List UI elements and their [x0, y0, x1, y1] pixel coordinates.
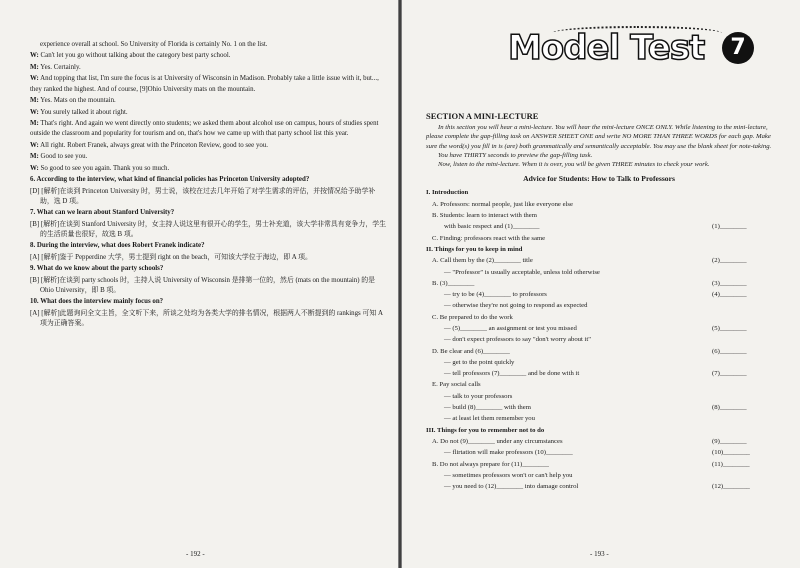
answer-blank[interactable]: (10)________: [712, 449, 750, 457]
dialogue-line: [30, 63, 386, 73]
instructions-preview: You have THIRTY seconds to preview the gap-filling task.: [438, 151, 593, 159]
outline-row: [426, 279, 772, 290]
answer-explanation: [A] [解析]此题询问全文主旨，全文听下来，所谈之处均为各类大学的排名情况，根据两人不断提到的 rankings 可知 A 项为正确答案。: [30, 309, 383, 327]
question: 10. What does the interview mainly focus on?: [30, 298, 164, 306]
outline-item: — sometimes professors won't or can't help you: [444, 471, 573, 479]
outline-row: [426, 347, 772, 358]
outline-item: D. Be clear and (6)________: [432, 347, 510, 355]
left-page-text: [30, 40, 386, 330]
dialogue-text: You surely talked it about right.: [40, 108, 128, 116]
section-title: SECTION A MINI-LECTURE: [426, 111, 539, 121]
outline-item: — build (8)________ with them: [444, 404, 531, 412]
logo-number: 7: [722, 32, 754, 64]
answer-blank[interactable]: (8)________: [712, 404, 747, 412]
answer-explanation: [B] [解析]在谈到 party schools 时，主持人说 University of Wisconsin 是排第一位的，然后 (mats on the mountain) 的是 Ohio University，即 B 项。: [30, 276, 376, 294]
outline-row: [426, 200, 772, 211]
dialogue-text: Can't let you go without talking about the category best party school.: [40, 52, 231, 60]
dialogue-text: Yes. Mats on the mountain.: [40, 97, 116, 105]
outline-item: B. (3)________: [432, 279, 475, 287]
answer-blank[interactable]: (9)________: [712, 437, 747, 445]
right-page: [402, 0, 800, 568]
dialogue-line: [30, 119, 386, 139]
answer-explanation: [B] [解析]在谈到 Stanford University 时，女主持人说这里有很开心的学生，男士补充道，该大学非常具有竞争力，学生的生活质量也很好，故选 B 项。: [30, 220, 386, 238]
answer-blank[interactable]: (1)________: [712, 223, 747, 231]
outline-item: E. Pay social calls: [432, 381, 481, 389]
outline-row: [426, 471, 772, 482]
dialogue-line: [30, 141, 386, 151]
outline-row: [426, 403, 772, 414]
question: 9. What do we know about the party schools?: [30, 265, 164, 273]
left-page-number: - 192 -: [186, 550, 205, 558]
outline-row: [426, 222, 772, 233]
outline-item: — try to be (4)________ to professors: [444, 291, 547, 299]
outline-item: — flirtation will make professors (10)________: [444, 449, 573, 457]
outline-item: — "Professor" is usually acceptable, unless told otherwise: [444, 268, 600, 276]
dialogue-text: Yes. Certainly.: [40, 63, 81, 71]
speaker-label: W:: [30, 164, 39, 172]
speaker-label: W:: [30, 52, 39, 60]
answer-explanation: [D] [解析]在谈到 Princeton University 时，男士说，该校在过去几年开始了对学生需求的评估，并按情况给予助学补助，选 D 项。: [30, 187, 376, 205]
outline-row: [426, 392, 772, 403]
dialogue-text: Good to see you.: [40, 153, 88, 161]
outline-title: Advice for Students: How to Talk to Professors: [523, 174, 675, 184]
dialogue-text: And topping that list, I'm sure the focus is at University of Wisconsin in Madison. Probably take a little issue with it, but..., they ranked the highest. And of course, [9]Ohio University mats on the mountain.: [30, 75, 379, 93]
speaker-label: M:: [30, 153, 39, 161]
model-test-logo: [504, 26, 762, 74]
speaker-label: M:: [30, 120, 39, 127]
outline-item: C. Be prepared to do the work: [432, 313, 513, 321]
question: 7. What can we learn about Stanford University?: [30, 209, 175, 217]
outline-row: [426, 460, 772, 471]
outline-row: [426, 414, 772, 425]
outline-row: [426, 245, 772, 256]
outline-row: [426, 211, 772, 222]
answer-blank[interactable]: (12)________: [712, 483, 750, 491]
dialogue-line: [30, 152, 386, 162]
outline-item: — otherwise they're not going to respond as expected: [444, 302, 588, 310]
outline-item: B. Students: learn to interact with them: [432, 212, 537, 220]
answer-blank[interactable]: (5)________: [712, 324, 747, 332]
outline-row: [426, 448, 772, 459]
outline-item: II. Things for you to keep in mind: [426, 245, 523, 253]
question: 8. During the interview, what does Robert Franek indicate?: [30, 242, 205, 250]
dialogue-line: [30, 51, 386, 61]
logo-text: Model Test: [508, 28, 705, 68]
speaker-label: M:: [30, 97, 39, 105]
outline-item: III. Things for you to remember not to do: [426, 426, 545, 434]
speaker-label: M:: [30, 63, 39, 71]
answer-explanation: [A] [解析]鉴于 Pepperdine 大学，男士提到 right on the beach，可知该大学位于海边，即 A 项。: [30, 253, 312, 261]
answer-blank[interactable]: (6)________: [712, 347, 747, 355]
outline-item: — tell professors (7)________ and be done with it: [444, 370, 580, 378]
outline-item: — you need to (12)________ into damage control: [444, 483, 579, 491]
outline-item: — at least let them remember you: [444, 415, 535, 423]
outline-row: [426, 324, 772, 335]
instructions-main: In this section you will hear a mini-lecture. You will hear the mini-lecture ONCE ONLY. While listening to the mini-lecture, please complete the gap-filling task on ANSWER SHEET ONE and write NO MORE THAN THREE WORDS for each gap. Make sure the word(s) you fill in is (are) both grammatically and semantically acceptable. You may use the blank sheet for note-taking.: [426, 124, 772, 150]
outline-row: [426, 380, 772, 391]
outline-item: I. Introduction: [426, 189, 469, 197]
dialogue-line: [30, 40, 386, 50]
answer-blank[interactable]: (7)________: [712, 370, 747, 378]
outline-item: with basic respect and (1)________: [444, 223, 540, 231]
outline-item: — (5)________ an assignment or test you missed: [444, 324, 577, 332]
speaker-label: W:: [30, 108, 39, 116]
outline-item: A. Do not (9)________ under any circumstances: [432, 437, 563, 445]
outline-row: [426, 290, 772, 301]
left-page: [0, 0, 398, 568]
outline-row: [426, 482, 772, 493]
dialogue-text: All right. Robert Franek, always great with the Princeton Review, good to see you.: [40, 141, 269, 149]
right-page-text: [426, 112, 772, 493]
outline-item: A. Call them by the (2)________ title: [432, 257, 533, 265]
dialogue-line: [30, 164, 386, 174]
outline-item: B. Do not always prepare for (11)________: [432, 460, 549, 468]
gap-filling-outline: [426, 188, 772, 493]
outline-row: [426, 426, 772, 437]
outline-row: [426, 335, 772, 346]
speaker-label: W:: [30, 141, 39, 149]
dialogue-text: experience overall at school. So University of Florida is certainly No. 1 on the list.: [40, 41, 268, 48]
outline-item: — don't expect professors to say "don't worry about it": [444, 336, 591, 344]
outline-item: — talk to your professors: [444, 392, 513, 400]
right-page-number: - 193 -: [590, 550, 609, 558]
dialogue-line: [30, 108, 386, 118]
outline-row: [426, 256, 772, 267]
outline-row: [426, 369, 772, 380]
dialogue-text: That's right. And again we went directly onto students; we asked them about alcohol use on campus, hours of studies spent outside the classroom and popularity for tourism and on, that's how we came up with that party school list this year.: [30, 120, 379, 138]
outline-row: [426, 234, 772, 245]
answer-blank[interactable]: (11)________: [712, 460, 750, 468]
outline-row: [426, 188, 772, 199]
outline-item: C. Finding: professors react with the same: [432, 234, 546, 242]
dialogue-line: [30, 96, 386, 106]
answer-blank[interactable]: (3)________: [712, 279, 747, 287]
answer-blank[interactable]: (2)________: [712, 257, 747, 265]
outline-row: [426, 313, 772, 324]
dialogue-text: So good to see you again. Thank you so much.: [40, 164, 170, 172]
outline-row: [426, 437, 772, 448]
question: 6. According to the interview, what kind of financial policies has Princeton University adopted?: [30, 176, 310, 184]
outline-row: [426, 358, 772, 369]
instructions-check: Now, listen to the mini-lecture. When it is over, you will be given THREE minutes to check your work.: [438, 161, 710, 169]
dialogue-line: [30, 74, 386, 94]
outline-row: [426, 301, 772, 312]
answer-blank[interactable]: (4)________: [712, 291, 747, 299]
speaker-label: W:: [30, 75, 39, 83]
outline-row: [426, 268, 772, 279]
outline-item: A. Professors: normal people, just like everyone else: [432, 200, 573, 208]
outline-item: — get to the point quickly: [444, 358, 515, 366]
